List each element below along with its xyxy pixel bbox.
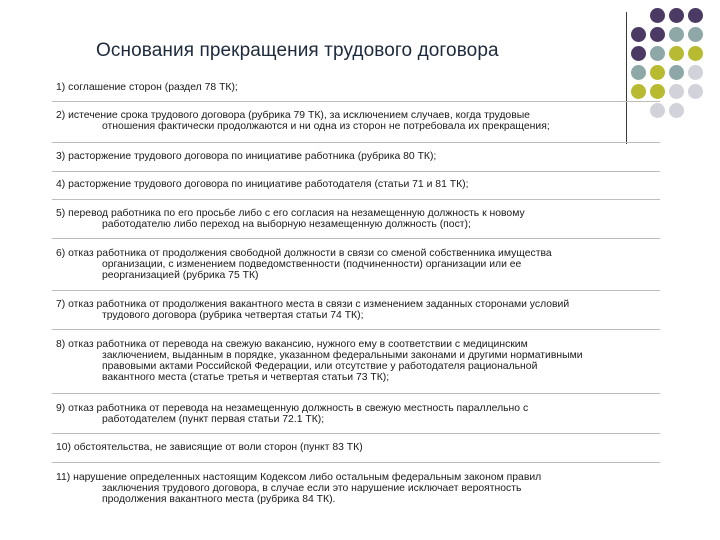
dot-r3-c2: [669, 65, 684, 80]
dot-r2-c0: [631, 46, 646, 61]
dot-r4-c3: [688, 84, 703, 99]
item-text: 6) отказ работника от продолжения свободной должности в связи со сменой собственника имущества: [56, 248, 552, 259]
decorative-dot-grid: [631, 8, 720, 123]
item-text-continued: заключением, выданным в порядке, указанном федеральными законами и другими нормативными правовыми актами Российской Федерации, или отсутствие у работодателя рациональной вакантного места (статье третья и четвертая статьи 73 ТК);: [102, 350, 583, 383]
dot-r1-c0: [631, 27, 646, 42]
list-item-7: [56, 299, 666, 321]
dot-r1-c1: [650, 27, 665, 42]
list-item-10: [56, 442, 666, 453]
dot-r0-c3: [688, 8, 703, 23]
item-text: 8) отказ работника от перевода на свежую вакансию, нужного ему в соответствии с медицинским: [56, 339, 528, 350]
list-item-6: [56, 248, 666, 281]
dot-r3-c3: [688, 65, 703, 80]
item-separator: [52, 462, 660, 463]
page-title: Основания прекращения трудового договора: [96, 40, 499, 61]
dot-r4-c2: [669, 84, 684, 99]
item-text: 4) расторжение трудового договора по инициативе работодателя (статьи 71 и 81 ТК);: [56, 179, 469, 190]
list-item-11: [56, 472, 666, 505]
dot-r2-c1: [650, 46, 665, 61]
list-item-5: [56, 208, 666, 230]
item-separator: [52, 238, 660, 239]
item-separator: [52, 433, 660, 434]
item-text-continued: заключения трудового договора, в случае если это нарушение исключает вероятность продолжения вакантного места (рубрика 84 ТК).: [102, 483, 522, 505]
item-text: 1) соглашение сторон (раздел 78 ТК);: [56, 82, 238, 93]
item-text: 7) отказ работника от продолжения вакантного места в связи с изменением заданных сторонами условий: [56, 299, 570, 310]
list-item-4: [56, 179, 666, 190]
item-separator: [52, 142, 660, 143]
item-separator: [52, 329, 660, 330]
list-item-8: [56, 339, 666, 383]
item-text: 11) нарушение определенных настоящим Кодексом либо остальным федеральным законом правил: [56, 472, 542, 483]
list-item-3: [56, 151, 666, 162]
item-text: 10) обстоятельства, не зависящие от воли сторон (пункт 83 ТК): [56, 442, 363, 453]
item-separator: [52, 199, 660, 200]
list-item-9: [56, 403, 666, 425]
item-text: 3) расторжение трудового договора по инициативе работника (рубрика 80 ТК);: [56, 151, 437, 162]
dot-r5-c2: [669, 103, 684, 118]
item-separator: [52, 290, 660, 291]
dot-r1-c2: [669, 27, 684, 42]
dot-r0-c1: [650, 8, 665, 23]
item-text: 9) отказ работника от перевода на незамещенную должность в свежую местность параллельно с: [56, 403, 529, 414]
list-item-2: [56, 110, 666, 132]
dot-r2-c3: [688, 46, 703, 61]
item-text: 2) истечение срока трудового договора (рубрика 79 ТК), за исключением случаев, когда трудовые: [56, 110, 530, 121]
list-item-1: [56, 82, 666, 93]
item-text-continued: работодателю либо переход на выборную незамещенную должность (пост);: [102, 219, 471, 230]
dot-r2-c2: [669, 46, 684, 61]
item-separator: [52, 101, 660, 102]
dot-r3-c1: [650, 65, 665, 80]
item-separator: [52, 171, 660, 172]
item-separator: [52, 393, 660, 394]
item-text: 5) перевод работника по его просьбе либо с его согласия на незамещенную должность к новому: [56, 208, 525, 219]
item-text-continued: отношения фактически продолжаются и ни одна из сторон не потребовала их прекращения;: [102, 121, 550, 132]
dot-r3-c0: [631, 65, 646, 80]
item-text-continued: организации, с изменением подведомственности (подчиненности) организации или ее реорганизацией (рубрика 75 ТК): [102, 259, 522, 281]
item-text-continued: трудового договора (рубрика четвертая статьи 74 ТК);: [102, 310, 364, 321]
dot-r0-c2: [669, 8, 684, 23]
dot-r1-c3: [688, 27, 703, 42]
item-text-continued: работодателем (пункт первая статьи 72.1 ТК);: [102, 414, 325, 425]
